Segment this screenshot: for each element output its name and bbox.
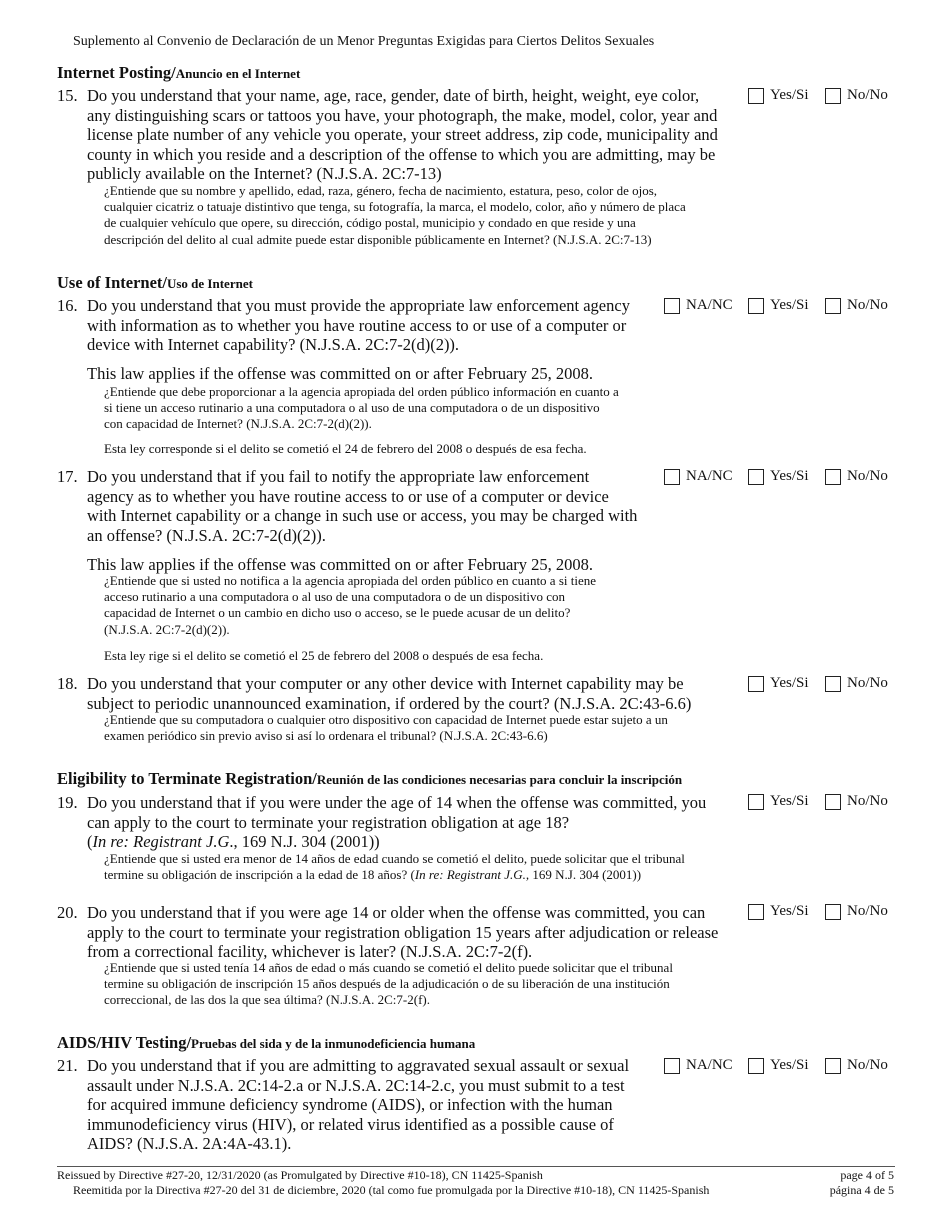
text-line: capacidad de Internet o un cambio en dicho uso o acceso, se le puede acusar de un delito?: [104, 605, 571, 621]
checkbox-na-q16[interactable]: [664, 297, 733, 314]
checkbox-no-q19[interactable]: [825, 793, 888, 810]
footer-reissue-english: Reissued by Directive #27-20, 12/31/2020 (as Promulgated by Directive #10-18), CN 11425-Spanish: [57, 1168, 543, 1182]
text-line: can apply to the court to terminate your registration obligation at age 18?: [87, 812, 570, 832]
question-20-spanish: [104, 960, 673, 1009]
text-line: Do you understand that if you are admitting to aggravated sexual assault or sexual: [87, 1056, 630, 1075]
checkbox-no-q17[interactable]: [825, 468, 888, 485]
checkbox-label: Yes/Si: [770, 468, 809, 484]
section-title-es: Pruebas del sida y de la inmunodeficiencia humana: [191, 1036, 476, 1051]
text-line: descripción del delito al cual admite puede estar disponible públicamente en Internet? (N.J.S.A. 2C:7-13): [104, 231, 652, 247]
text-line: cualquier cicatriz o tatuaje distintivo que tenga, su fotografía, la marca, el modelo, color, año y número de placa: [104, 199, 686, 215]
text-line: subject to periodic unannounced examination, if ordered by the court? (N.J.S.A. 2C:43-6.6): [87, 693, 692, 713]
section-title-es: Uso de Internet: [166, 276, 253, 291]
section-title-es: Reunión de las condiciones necesarias para concluir la inscripción: [316, 772, 683, 787]
text-line: ¿Entiende que su computadora o cualquier otro dispositivo con capacidad de Internet puede estar sujeto a un: [104, 712, 668, 727]
question-17-english: [87, 467, 637, 545]
checkbox-no-q20[interactable]: [825, 903, 888, 920]
question-16-english: [87, 296, 630, 355]
question-15-spanish: [104, 183, 686, 248]
section-title-aids-hiv: [57, 1033, 475, 1053]
checkbox-no-q15[interactable]: [825, 87, 888, 104]
text-fragment: 169 N.J. 304 (2001)): [529, 867, 642, 883]
section-title-en: AIDS/HIV Testing/: [57, 1033, 192, 1052]
case-name: In re: Registrant J.G.,: [414, 867, 530, 883]
question-15-english: [87, 86, 718, 184]
text-line: Do you understand that your name, age, race, gender, date of birth, height, weight, eye color,: [87, 86, 700, 105]
text-line: ¿Entiende que debe proporcionar a la agencia apropiada del orden público información en cuanto a: [104, 384, 619, 399]
checkbox-box[interactable]: [748, 676, 764, 692]
section-title-es: Anuncio en el Internet: [175, 66, 301, 81]
text-line: si tiene un acceso rutinario a una computadora o al uso de una computadora o de un dispositivo: [104, 400, 600, 416]
question-20-english: [87, 903, 718, 962]
checkbox-box[interactable]: [748, 794, 764, 810]
section-title-use-of-internet: [57, 273, 253, 293]
text-line: correccional, de las dos la que sea última? (N.J.S.A. 2C:7-2(f).: [104, 992, 430, 1008]
checkbox-box[interactable]: [825, 469, 841, 485]
checkbox-box[interactable]: [825, 1058, 841, 1074]
question-18-english: [87, 674, 691, 713]
checkbox-yes-q19[interactable]: [748, 793, 809, 810]
section-title-en: Use of Internet/: [57, 273, 167, 292]
text-line: license plate number of any vehicle you operate, your street address, zip code, municipality and: [87, 125, 718, 145]
footer-divider: [57, 1166, 895, 1167]
text-line: county in which you reside and a description of the offense to which you are admitting, may be: [87, 144, 716, 164]
text-line: examen periódico sin previo aviso si así lo ordenara el tribunal? (N.J.S.A. 2C:43-6.6): [104, 728, 548, 744]
section-title-en: Internet Posting/: [57, 63, 176, 82]
law-note-english: This law applies if the offense was committed on or after February 25, 2008.: [87, 555, 594, 574]
question-17-spanish: [104, 573, 596, 638]
question-number: 20.: [57, 903, 78, 922]
text-line: publicly available on the Internet? (N.J.S.A. 2C:7-13): [87, 164, 442, 184]
text-line: device with Internet capability? (N.J.S.A. 2C:7-2(d)(2)).: [87, 335, 460, 355]
question-number: 21.: [57, 1056, 78, 1075]
case-name: In re: Registrant J.G: [92, 832, 230, 852]
checkbox-box[interactable]: [825, 88, 841, 104]
checkbox-no-q16[interactable]: [825, 297, 888, 314]
question-21-english: [87, 1056, 629, 1154]
text-line: assault under N.J.S.A. 2C:14-2.a or N.J.S.A. 2C:14-2.c, you must submit to a test: [87, 1075, 625, 1095]
text-line: Do you understand that you must provide the appropriate law enforcement agency: [87, 296, 630, 315]
checkbox-box[interactable]: [825, 298, 841, 314]
checkbox-box[interactable]: [825, 676, 841, 692]
text-line: an offense? (N.J.S.A. 2C:7-2(d)(2)).: [87, 525, 326, 545]
text-line: AIDS? (N.J.S.A. 2A:4A-43.1).: [87, 1134, 292, 1154]
question-number: 17.: [57, 467, 78, 486]
checkbox-label: NA/NC: [686, 468, 733, 484]
checkbox-box[interactable]: [664, 469, 680, 485]
checkbox-label: No/No: [847, 297, 888, 313]
question-number: 18.: [57, 674, 78, 693]
text-line: [104, 867, 685, 883]
page-header: Suplemento al Convenio de Declaración de un Menor Preguntas Exigidas para Ciertos Delitos Sexuales: [73, 34, 655, 49]
question-19-spanish: [104, 851, 685, 883]
text-line: ¿Entiende que si usted era menor de 14 años de edad cuando se cometió el delito, puede solicitar que el tribunal: [104, 851, 685, 866]
checkbox-yes-q16[interactable]: [748, 297, 809, 314]
checkbox-box[interactable]: [748, 904, 764, 920]
checkbox-yes-q21[interactable]: [748, 1057, 809, 1074]
text-line: ¿Entiende que si usted no notifica a la agencia apropiada del orden público en cuanto a si tiene: [104, 573, 597, 588]
text-fragment: (: [87, 832, 93, 852]
checkbox-box[interactable]: [748, 88, 764, 104]
checkbox-label: Yes/Si: [770, 903, 809, 919]
text-line: agency as to whether you have routine access to or use of a computer or device: [87, 486, 609, 506]
text-line: any distinguishing scars or tattoos you have, your photograph, the make, model, color, year and: [87, 105, 718, 125]
text-line: Do you understand that if you were under the age of 14 when the offense was committed, you: [87, 793, 707, 812]
checkbox-box[interactable]: [825, 904, 841, 920]
checkbox-na-q17[interactable]: [664, 468, 733, 485]
checkbox-no-q18[interactable]: [825, 675, 888, 692]
checkbox-box[interactable]: [748, 469, 764, 485]
text-line: de cualquier vehículo que opere, su dirección, código postal, municipio y condado en que reside y una: [104, 215, 636, 231]
text-fragment: termine su obligación de inscripción a la edad de 18 años? (: [104, 867, 415, 883]
text-line: apply to the court to terminate your registration obligation 15 years after adjudication or release: [87, 922, 719, 942]
checkbox-label: NA/NC: [686, 1057, 733, 1073]
text-line: ¿Entiende que si usted tenía 14 años de edad o más cuando se cometió el delito puede solicitar que el tribunal: [104, 960, 673, 975]
checkbox-label: No/No: [847, 903, 888, 919]
page-number-spanish: página 4 de 5: [829, 1183, 894, 1197]
text-fragment: ., 169 N.J. 304 (2001)): [229, 832, 380, 852]
footer-reissue-spanish: Reemitida por la Directiva #27-20 del 31 de diciembre, 2020 (tal como fue promulgada por la Directive #10-18), CN 11425-Spanish: [73, 1183, 710, 1197]
checkbox-yes-q20[interactable]: [748, 903, 809, 920]
law-note-spanish: Esta ley corresponde si el delito se cometió el 24 de febrero del 2008 o después de esa fecha.: [104, 441, 587, 456]
checkbox-label: Yes/Si: [770, 87, 809, 103]
checkbox-yes-q17[interactable]: [748, 468, 809, 485]
checkbox-label: Yes/Si: [770, 297, 809, 313]
checkbox-label: Yes/Si: [770, 675, 809, 691]
checkbox-label: No/No: [847, 793, 888, 809]
checkbox-box[interactable]: [825, 794, 841, 810]
text-line: Do you understand that your computer or any other device with Internet capability may be: [87, 674, 684, 693]
text-line: immunodeficiency virus (HIV), or related virus identified as a possible cause of: [87, 1114, 614, 1134]
question-16-spanish: [104, 384, 619, 433]
checkbox-label: Yes/Si: [770, 1057, 809, 1073]
text-line: con capacidad de Internet? (N.J.S.A. 2C:7-2(d)(2)).: [104, 416, 372, 432]
section-title-en: Eligibility to Terminate Registration/: [57, 769, 317, 788]
checkbox-box[interactable]: [748, 298, 764, 314]
checkbox-no-q21[interactable]: [825, 1057, 888, 1074]
checkbox-box[interactable]: [748, 1058, 764, 1074]
checkbox-label: No/No: [847, 87, 888, 103]
checkbox-yes-q18[interactable]: [748, 675, 809, 692]
question-number: 16.: [57, 296, 78, 315]
question-number: 19.: [57, 793, 78, 812]
checkbox-box[interactable]: [664, 298, 680, 314]
checkbox-label: NA/NC: [686, 297, 733, 313]
section-title-eligibility: [57, 769, 682, 789]
checkbox-yes-q15[interactable]: [748, 87, 809, 104]
text-line: for acquired immune deficiency syndrome (AIDS), or infection with the human: [87, 1095, 613, 1115]
checkbox-na-q21[interactable]: [664, 1057, 733, 1074]
question-19-english: [87, 793, 706, 852]
law-note-english: This law applies if the offense was committed on or after February 25, 2008.: [87, 364, 594, 383]
checkbox-label: Yes/Si: [770, 793, 809, 809]
text-line: Do you understand that if you were age 14 or older when the offense was committed, you can: [87, 903, 706, 922]
checkbox-label: No/No: [847, 468, 888, 484]
checkbox-label: No/No: [847, 1057, 888, 1073]
text-line: Do you understand that if you fail to notify the appropriate law enforcement: [87, 467, 590, 486]
text-line: termine su obligación de inscripción 15 años después de la adjudicación o de su liberación de una institución: [104, 976, 670, 992]
checkbox-box[interactable]: [664, 1058, 680, 1074]
text-line: (N.J.S.A. 2C:7-2(d)(2)).: [104, 621, 230, 637]
law-note-spanish: Esta ley rige si el delito se cometió el 25 de febrero del 2008 o después de esa fecha.: [104, 648, 544, 663]
text-line: acceso rutinario a una computadora o al uso de una computadora o de un dispositivo con: [104, 589, 566, 605]
question-number: 15.: [57, 86, 78, 105]
text-line: from a correctional facility, whichever is later? (N.J.S.A. 2C:7-2(f).: [87, 942, 533, 962]
text-line: ¿Entiende que su nombre y apellido, edad, raza, género, fecha de nacimiento, estatura, peso, color de ojos,: [104, 183, 658, 198]
text-line: with information as to whether you have routine access to or use of a computer or: [87, 315, 627, 335]
checkbox-label: No/No: [847, 675, 888, 691]
question-18-spanish: [104, 712, 668, 744]
text-line: with Internet capability or a change in such use or access, you may be charged with: [87, 506, 638, 526]
case-citation: [87, 832, 706, 852]
page-number-english: page 4 of 5: [840, 1168, 894, 1182]
section-title-internet-posting: [57, 63, 300, 83]
